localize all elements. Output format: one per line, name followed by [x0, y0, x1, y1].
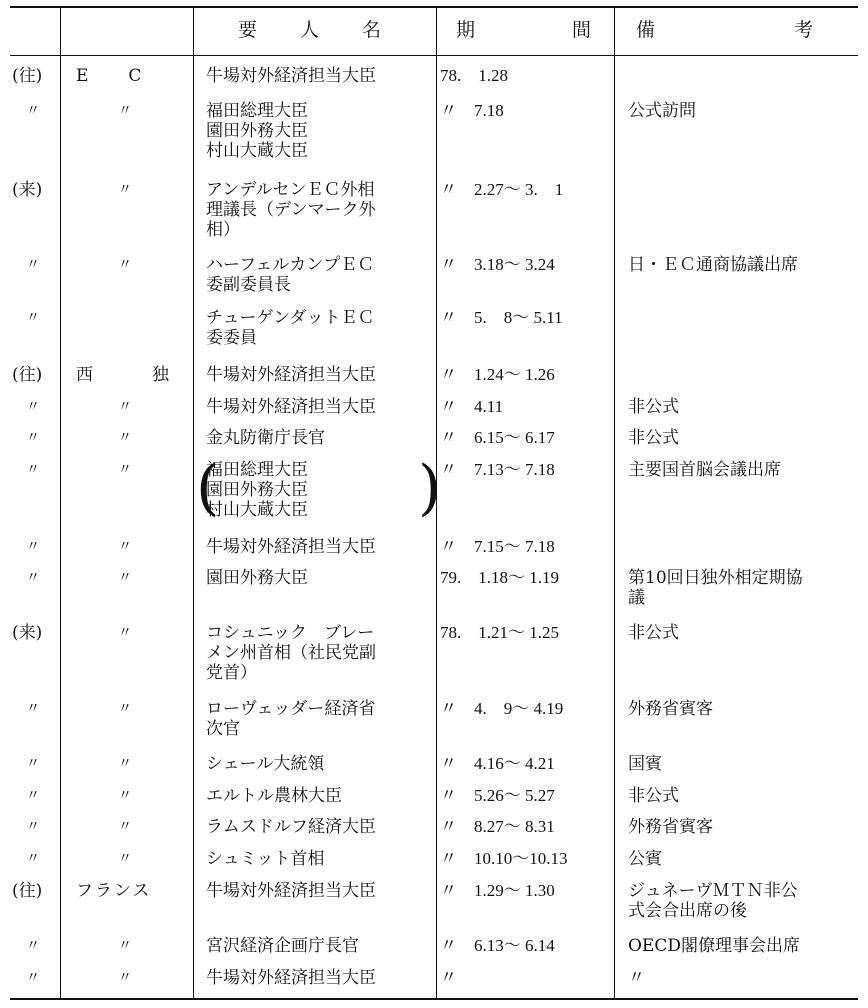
row-person-name: コシュニック ブレー メン州首相（社民党副 党首） [206, 623, 376, 683]
row-remarks: 外務省賓客 [628, 817, 713, 837]
row-person-name: 園田外務大臣 [206, 568, 308, 588]
table-top-rule [10, 6, 858, 8]
row-remarks: 公賓 [628, 849, 662, 869]
row-remarks: 国賓 [628, 754, 662, 774]
row-country: 〃 [118, 257, 132, 273]
row-country: フランス [76, 881, 152, 901]
row-period: 〃 3.18～ 3.24 [440, 255, 555, 274]
row-country: 〃 [118, 970, 132, 986]
row-period: 〃 7.18 [440, 101, 504, 120]
row-period: 〃 4.16～ 4.21 [440, 754, 555, 773]
row-direction: 〃 [26, 788, 40, 804]
column-rule-4 [614, 6, 615, 1000]
row-direction: 〃 [26, 851, 40, 867]
row-person-name: 福田総理大臣 園田外務大臣 村山大蔵大臣 [206, 460, 308, 520]
row-country: 〃 [118, 182, 132, 198]
row-remarks: OECD閣僚理事会出席 [628, 936, 800, 956]
row-direction: (往) [12, 365, 43, 385]
row-period: 〃 4. 9～ 4.19 [440, 699, 564, 718]
row-person-name: ローヴェッダー経済省 次官 [206, 699, 376, 739]
row-period: 〃 5.26～ 5.27 [440, 786, 555, 805]
row-country: 〃 [118, 539, 132, 555]
row-person-name: 金丸防衛庁長官 [206, 428, 325, 448]
row-person-name: シュミット首相 [206, 849, 325, 869]
row-remarks: 非公式 [628, 397, 679, 417]
row-person-name: エルトル農林大臣 [206, 786, 342, 806]
row-period: 〃 10.10～10.13 [440, 849, 568, 868]
header-person-name: 要 人 名 [238, 19, 394, 41]
header-period-right: 間 [572, 19, 592, 41]
row-remarks: ジュネーヴＭＴＮ非公 式会合出席の後 [628, 881, 798, 921]
row-period: 〃 7.13～ 7.18 [440, 460, 555, 479]
row-direction: 〃 [26, 462, 40, 478]
row-person-name: 牛場対外経済担当大臣 [206, 66, 376, 86]
column-rule-2 [193, 6, 194, 1000]
row-period: 〃 5. 8～ 5.11 [440, 308, 563, 327]
row-person-name: 牛場対外経済担当大臣 [206, 881, 376, 901]
row-remarks: 主要国首脳会議出席 [628, 460, 781, 480]
row-person-name: アンデルセンＥＣ外相 理議長（デンマーク外 相） [206, 180, 376, 240]
row-period: 〃 1.29～ 1.30 [440, 881, 555, 900]
row-country: 〃 [118, 819, 132, 835]
row-period: 〃 [440, 968, 457, 987]
row-direction: 〃 [26, 819, 40, 835]
row-person-name: チューゲンダットＥＣ 委委員 [206, 308, 375, 348]
row-period: 〃 6.13～ 6.14 [440, 936, 555, 955]
header-bottom-rule [10, 55, 858, 56]
row-person-name: 牛場対外経済担当大臣 [206, 537, 376, 557]
row-country: 〃 [118, 430, 132, 446]
row-direction: 〃 [26, 570, 40, 586]
row-period: 〃 6.15～ 6.17 [440, 428, 555, 447]
row-remarks: 非公式 [628, 428, 679, 448]
row-direction: 〃 [26, 430, 40, 446]
row-period: 78. 1.28 [440, 66, 508, 85]
row-period: 〃 4.11 [440, 397, 504, 416]
row-direction: (往) [12, 881, 43, 901]
row-direction: 〃 [26, 938, 40, 954]
row-country: 〃 [118, 788, 132, 804]
table-bottom-rule [10, 998, 858, 1000]
header-period-left: 期 [456, 19, 476, 41]
row-direction: 〃 [26, 701, 40, 717]
column-rule-1 [60, 6, 61, 1000]
row-country: 〃 [118, 570, 132, 586]
row-period: 78. 1.21～ 1.25 [440, 623, 559, 642]
row-country: 西 独 [76, 365, 171, 385]
row-period: 〃 8.27～ 8.31 [440, 817, 555, 836]
row-person-name: ハーフェルカンプＥＣ 委副委員長 [206, 255, 375, 295]
row-remarks: 〃 [628, 968, 645, 988]
row-period: 〃 1.24～ 1.26 [440, 365, 555, 384]
row-country: 〃 [118, 625, 132, 641]
right-brace: ) [418, 453, 442, 523]
row-direction: (来) [12, 180, 43, 200]
row-direction: 〃 [26, 539, 40, 555]
row-person-name: 牛場対外経済担当大臣 [206, 968, 376, 988]
row-direction: (往) [12, 66, 43, 86]
row-country: 〃 [118, 701, 132, 717]
row-person-name: 福田総理大臣 園田外務大臣 村山大蔵大臣 [206, 101, 308, 161]
header-remarks-right: 考 [794, 19, 814, 41]
row-remarks: 非公式 [628, 786, 679, 806]
row-direction: 〃 [26, 970, 40, 986]
row-person-name: 宮沢経済企画庁長官 [206, 936, 359, 956]
row-country: 〃 [118, 756, 132, 772]
row-country: 〃 [118, 462, 132, 478]
row-direction: 〃 [26, 310, 40, 326]
row-period: 〃 7.15～ 7.18 [440, 537, 555, 556]
row-remarks: 外務省賓客 [628, 699, 713, 719]
row-country: 〃 [118, 851, 132, 867]
row-country: 〃 [118, 399, 132, 415]
row-direction: (来) [12, 623, 43, 643]
row-person-name: 牛場対外経済担当大臣 [206, 365, 376, 385]
row-direction: 〃 [26, 257, 40, 273]
row-person-name: シェール大統領 [206, 754, 325, 774]
row-period: 〃 2.27～ 3. 1 [440, 180, 564, 199]
row-remarks: 非公式 [628, 623, 679, 643]
row-period: 79. 1.18～ 1.19 [440, 568, 559, 587]
row-person-name: 牛場対外経済担当大臣 [206, 397, 376, 417]
row-remarks: 公式訪問 [628, 101, 696, 121]
row-direction: 〃 [26, 756, 40, 772]
row-remarks: 日・ＥＣ通商協議出席 [628, 255, 798, 275]
row-direction: 〃 [26, 399, 40, 415]
row-country: 〃 [118, 103, 132, 119]
row-remarks: 第10回日独外相定期協 議 [628, 568, 803, 608]
row-country: 〃 [118, 938, 132, 954]
row-direction: 〃 [26, 103, 40, 119]
row-person-name: ラムスドルフ経済大臣 [206, 817, 376, 837]
row-country: E C [76, 66, 144, 86]
header-remarks-left: 備 [636, 19, 656, 41]
left-brace: ( [196, 453, 220, 523]
